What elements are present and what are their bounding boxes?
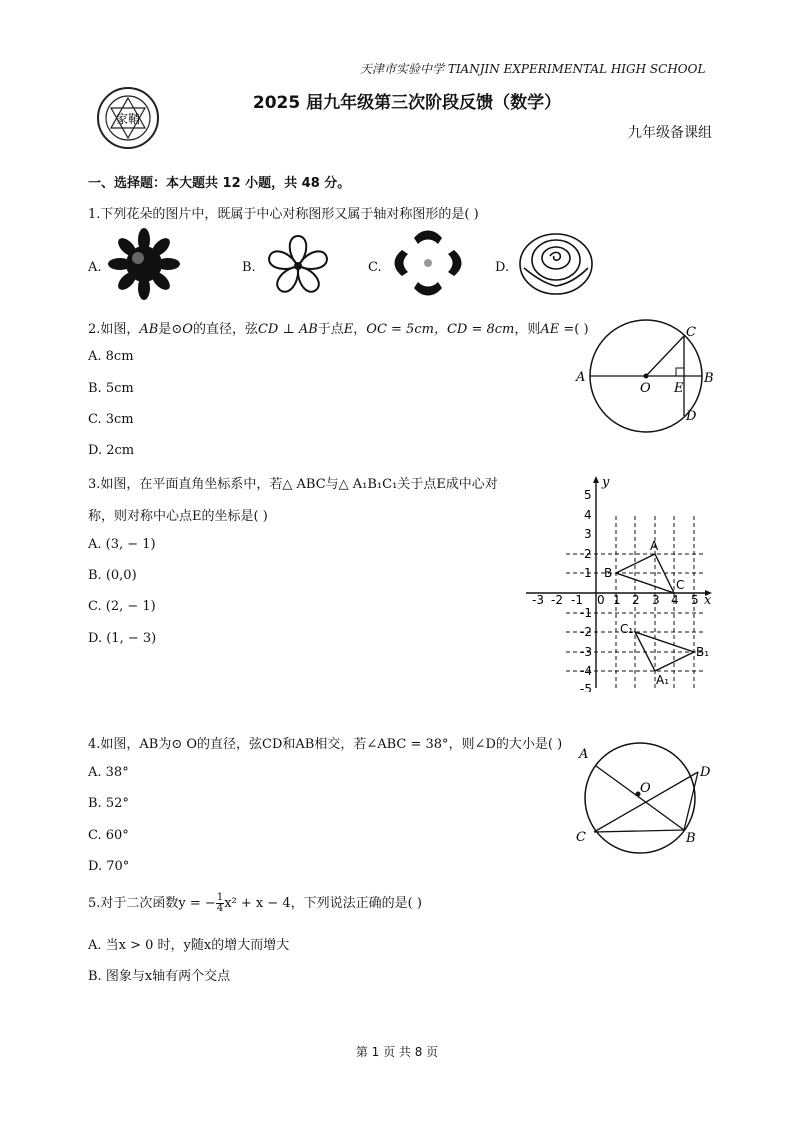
q3-axis-x-label: x [704, 593, 712, 608]
q2-circle-figure [570, 318, 720, 438]
q2-label-d: D [686, 409, 697, 424]
q3-ytick: 2 [584, 547, 592, 561]
q4-circle-figure [570, 742, 720, 862]
q5-option-b: B. 图象与x轴有两个交点 [88, 969, 231, 984]
q3-label-c: C [676, 578, 685, 592]
q4-text: 4.如图，AB为⊙ O的直径，弦CD和AB相交，若∠ABC = 38°，则∠D的大小是( ) [88, 737, 563, 752]
q3-ytick: 3 [584, 527, 592, 541]
q3-xtick: 1 [613, 593, 621, 607]
q3-ytick: 4 [584, 508, 592, 522]
q1-option-b: B. [242, 260, 256, 275]
school-header: 天津市实验中学 TIANJIN EXPERIMENTAL HIGH SCHOOL [360, 62, 706, 76]
q4-option-b: B. 52° [88, 796, 129, 811]
flower-d-icon [516, 228, 596, 298]
q4-label-o: O [640, 781, 651, 796]
q3-ytick: 5 [584, 488, 592, 502]
q3-option-b: B. (0,0) [88, 568, 137, 583]
q3-xtick: -1 [571, 593, 583, 607]
q2-label-c: C [686, 325, 696, 340]
q4-option-c: C. 60° [88, 828, 129, 843]
q3-option-a: A. (3, − 1) [88, 537, 156, 552]
q3-xtick: 5 [691, 593, 699, 607]
q3-label-a1: A₁ [656, 673, 670, 687]
q3-text-line1: 3.如图，在平面直角坐标系中，若△ ABC与△ A₁B₁C₁关于点E成中心对 [88, 477, 498, 492]
q3-label-b1: B₁ [696, 645, 710, 659]
page-title: 2025 届九年级第三次阶段反馈（数学） [252, 93, 562, 113]
prep-group: 九年级备课组 [628, 125, 712, 141]
q3-coordinate-figure [526, 476, 716, 692]
q3-xtick: -3 [532, 593, 544, 607]
q2-label-a: A [576, 370, 586, 385]
q3-option-d: D. (1, − 3) [88, 631, 157, 646]
q2-label-o: O [640, 381, 651, 396]
q3-xtick: 0 [597, 593, 605, 607]
q3-ytick: -2 [580, 625, 592, 639]
q2-label-e: E [674, 381, 684, 396]
q2-text: 2.如图，AB是⊙O的直径，弦CD ⊥ AB于点E，OC = 5cm，CD = 8cm，则AE =( ) [88, 322, 589, 337]
q1-option-a: A. [88, 260, 102, 275]
q3-axis-y-label: y [602, 476, 610, 490]
q3-ytick: -3 [580, 645, 592, 659]
q3-option-c: C. (2, − 1) [88, 599, 156, 614]
q5-text: 5.对于二次函数y = − $\frac{1}{4}$ x² + x − 4，下列说法正确的是( ) [88, 892, 422, 914]
q4-label-b: B [686, 831, 696, 846]
q2-option-a: A. 8cm [88, 349, 134, 364]
flower-b-icon [262, 228, 334, 300]
q3-label-b: B [604, 566, 613, 580]
q2-label-b: B [704, 371, 714, 386]
q3-ytick: -4 [580, 664, 592, 678]
q1-text: 1.下列花朵的图片中，既属于中心对称图形又属于轴对称图形的是( ) [88, 207, 479, 222]
q3-text-line2: 称，则对称中心点E的坐标是( ) [88, 509, 268, 524]
q3-xtick: 3 [652, 593, 660, 607]
q4-label-a: A [579, 747, 589, 762]
q3-ytick: -1 [580, 606, 592, 620]
q2-option-b: B. 5cm [88, 381, 134, 396]
q4-label-d: D [700, 765, 711, 780]
q5-option-a: A. 当x > 0 时，y随x的增大而增大 [88, 938, 290, 953]
q3-xtick: 2 [632, 593, 640, 607]
q1-option-d: D. [495, 260, 510, 275]
q2-option-c: C. 3cm [88, 412, 134, 427]
flower-a-icon [108, 228, 180, 300]
flower-c-icon [392, 226, 464, 300]
q4-label-c: C [576, 830, 586, 845]
q3-xtick: 4 [671, 593, 679, 607]
q4-option-d: D. 70° [88, 859, 130, 874]
q4-option-a: A. 38° [88, 765, 129, 780]
q3-ytick: -5 [580, 682, 592, 692]
logo-text: 家鞘 [115, 112, 141, 126]
q3-label-c1: C₁ [620, 622, 634, 636]
q3-xtick: -2 [551, 593, 563, 607]
q3-label-a: A [650, 539, 659, 553]
q3-ytick: 1 [584, 566, 592, 580]
page-footer: 第 1 页 共 8 页 [355, 1045, 439, 1059]
q1-option-c: C. [368, 260, 382, 275]
section-heading: 一、选择题：本大题共 12 小题，共 48 分。 [88, 176, 351, 191]
q2-option-d: D. 2cm [88, 443, 135, 458]
